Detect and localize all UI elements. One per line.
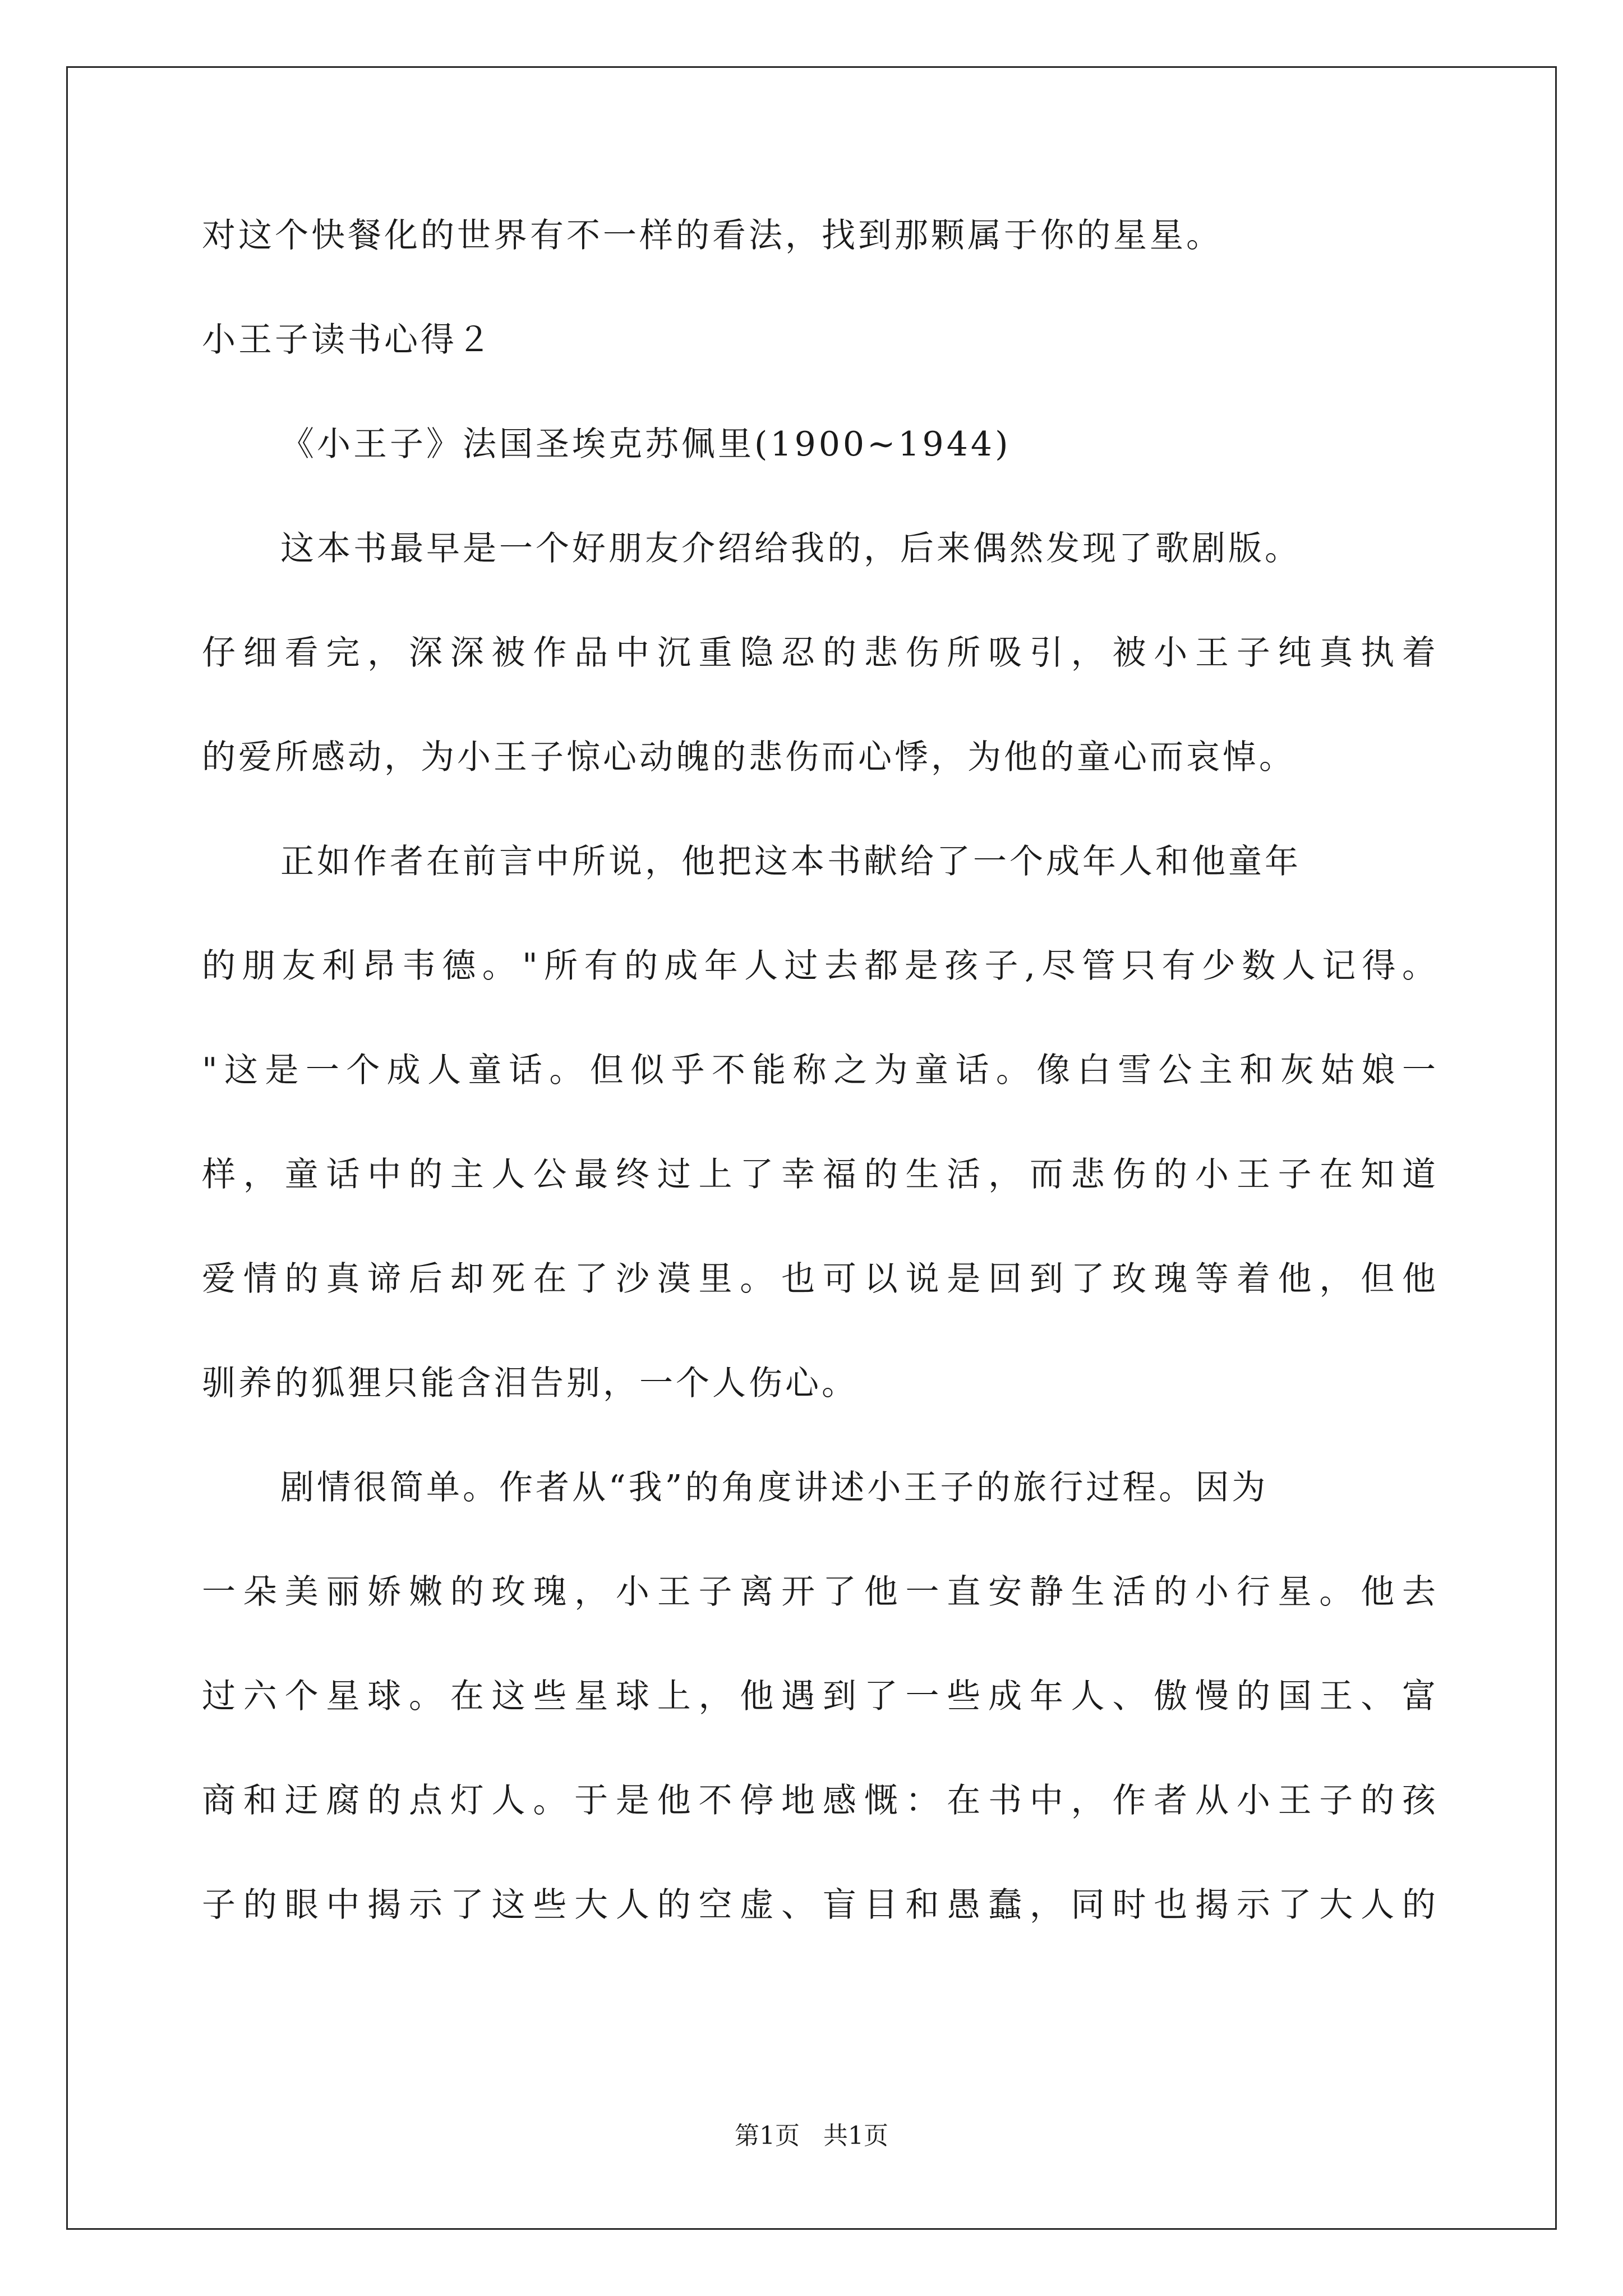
text-line: "这是一个成人童话。但似乎不能称之为童话。像白雪公主和灰姑娘一	[202, 1051, 1436, 1090]
paragraph-first-line: 正如作者在前言中所说，他把这本书献给了一个成年人和他童年	[280, 842, 1301, 881]
text-line: 的爱所感动，为小王子惊心动魄的悲伤而心悸，为他的童心而哀悼。	[202, 738, 1295, 777]
text-line: 子的眼中揭示了这些大人的空虚、盲目和愚蠢，同时也揭示了大人的	[202, 1885, 1436, 1925]
paragraph-first-line: 这本书最早是一个好朋友介绍给我的，后来偶然发现了歌剧版。	[280, 529, 1301, 568]
text-line: 的朋友利昂韦德。"所有的成年人过去都是孩子,尽管只有少数人记得。	[202, 946, 1436, 986]
text-line: 商和迂腐的点灯人。于是他不停地感慨：在书中，作者从小王子的孩	[202, 1781, 1436, 1820]
text-line: 对这个快餐化的世界有不一样的看法，找到那颗属于你的星星。	[202, 216, 1223, 255]
paragraph-first-line: 剧情很简单。作者从“我”的角度讲述小王子的旅行过程。因为	[280, 1468, 1269, 1507]
section-heading: 小王子读书心得２	[202, 320, 494, 360]
page-number: 第1页 共1页	[735, 2122, 888, 2150]
text-line: 驯养的狐狸只能含泪告别，一个人伤心。	[202, 1364, 858, 1403]
text-line: 仔细看完，深深被作品中沉重隐忍的悲伤所吸引，被小王子纯真执着	[202, 633, 1436, 673]
book-reference: 《小王子》法国圣埃克苏佩里(1900~1944)	[280, 425, 1011, 464]
text-line: 过六个星球。在这些星球上，他遇到了一些成年人、傲慢的国王、富	[202, 1677, 1436, 1716]
text-line: 一朵美丽娇嫩的玫瑰，小王子离开了他一直安静生活的小行星。他去	[202, 1572, 1436, 1612]
text-line: 爱情的真谛后却死在了沙漠里。也可以说是回到了玫瑰等着他，但他	[202, 1259, 1436, 1299]
text-line: 样，童话中的主人公最终过上了幸福的生活，而悲伤的小王子在知道	[202, 1155, 1436, 1194]
document-body	[202, 216, 1436, 1993]
